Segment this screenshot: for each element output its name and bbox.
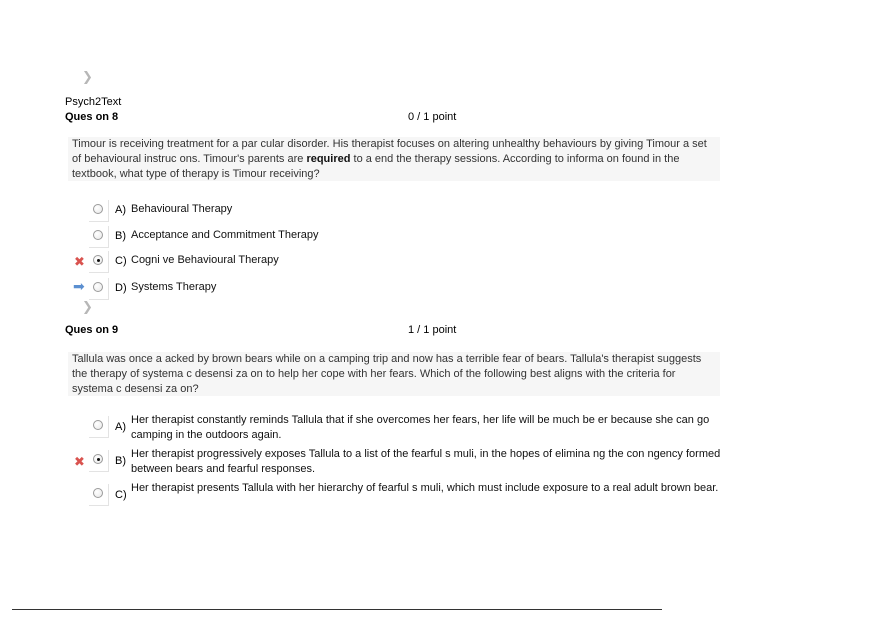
radio-box	[89, 278, 109, 300]
question-9-label: Ques on 9	[65, 324, 119, 336]
question-8-option-c[interactable]	[0, 251, 880, 273]
radio-box	[89, 450, 109, 472]
question-9-stem: Tallula was once a acked by brown bears while on a camping trip and now has a terrible fear of bears. Tallula's therapist suggests the therapy of systema c desensi za on to help her cope with her fears. Which of the following best aligns with the criteria for systema c desensi za on?	[68, 352, 720, 396]
question-9-option-b[interactable]	[0, 445, 880, 477]
option-letter: C)	[115, 255, 127, 267]
option-text: Her therapist constantly reminds Tallula that if she overcomes her fears, her life will be much be er because she can go camping in the outdoors again.	[131, 414, 710, 441]
radio-button-selected[interactable]	[93, 255, 103, 265]
option-text: Behavioural Therapy	[131, 203, 233, 215]
question-8-score: 0 / 1 point	[408, 111, 457, 123]
radio-box	[89, 416, 109, 438]
question-8-label: Ques on 8	[65, 111, 119, 123]
incorrect-x-icon: ✖	[74, 255, 85, 270]
question-9-score: 1 / 1 point	[408, 324, 457, 336]
option-letter: B)	[115, 455, 126, 467]
question-9-option-a[interactable]	[0, 411, 880, 443]
correct-answer-arrow-icon: ➡	[73, 279, 85, 295]
radio-button-selected[interactable]	[93, 454, 103, 464]
question-8-option-d[interactable]	[0, 278, 880, 300]
option-text: Systems Therapy	[131, 281, 217, 293]
radio-box	[89, 251, 109, 273]
radio-box	[89, 226, 109, 248]
radio-button[interactable]	[93, 204, 103, 214]
question-9-option-c[interactable]	[0, 479, 880, 511]
option-letter: D)	[115, 282, 127, 294]
question-8-stem-text-1: Timour is receiving treatment for a par cular disorder. His therapist focuses on altering unhealthy behaviours by giving Timour a set of behavioural instruc ons. Timour's parents are	[72, 138, 707, 165]
course-title: Psych2Text	[65, 96, 122, 108]
incorrect-x-icon: ✖	[74, 455, 85, 470]
option-text: Acceptance and Commitment Therapy	[131, 229, 319, 241]
radio-button[interactable]	[93, 420, 103, 430]
radio-button[interactable]	[93, 230, 103, 240]
option-text: Her therapist progressively exposes Tallula to a list of the fearful s muli, in the hopes of elimina ng the con ngency formed between bears and fearful responses.	[131, 448, 721, 475]
question-8-stem-text-2: to a end the therapy sessions. According to informa on found in the textbook, what type of therapy is Timour receiving?	[72, 153, 680, 180]
question-8-option-a[interactable]	[0, 200, 880, 222]
question-8-stem	[68, 137, 720, 181]
option-letter: C)	[115, 489, 127, 501]
option-text: Cogni ve Behavioural Therapy	[131, 254, 279, 266]
option-letter: A)	[115, 204, 126, 216]
radio-box	[89, 484, 109, 506]
chevron-right-icon[interactable]: ❯	[82, 300, 93, 315]
question-8-stem-bold: required	[306, 153, 351, 165]
option-letter: B)	[115, 230, 126, 242]
chevron-right-icon[interactable]: ❯	[82, 70, 93, 85]
option-letter: A)	[115, 421, 126, 433]
radio-box	[89, 200, 109, 222]
question-8-option-b[interactable]	[0, 226, 880, 248]
radio-button[interactable]	[93, 282, 103, 292]
footer-divider	[12, 609, 662, 610]
option-text: Her therapist presents Tallula with her hierarchy of fearful s muli, which must include exposure to a real adult brown bear.	[131, 482, 719, 494]
radio-button[interactable]	[93, 488, 103, 498]
